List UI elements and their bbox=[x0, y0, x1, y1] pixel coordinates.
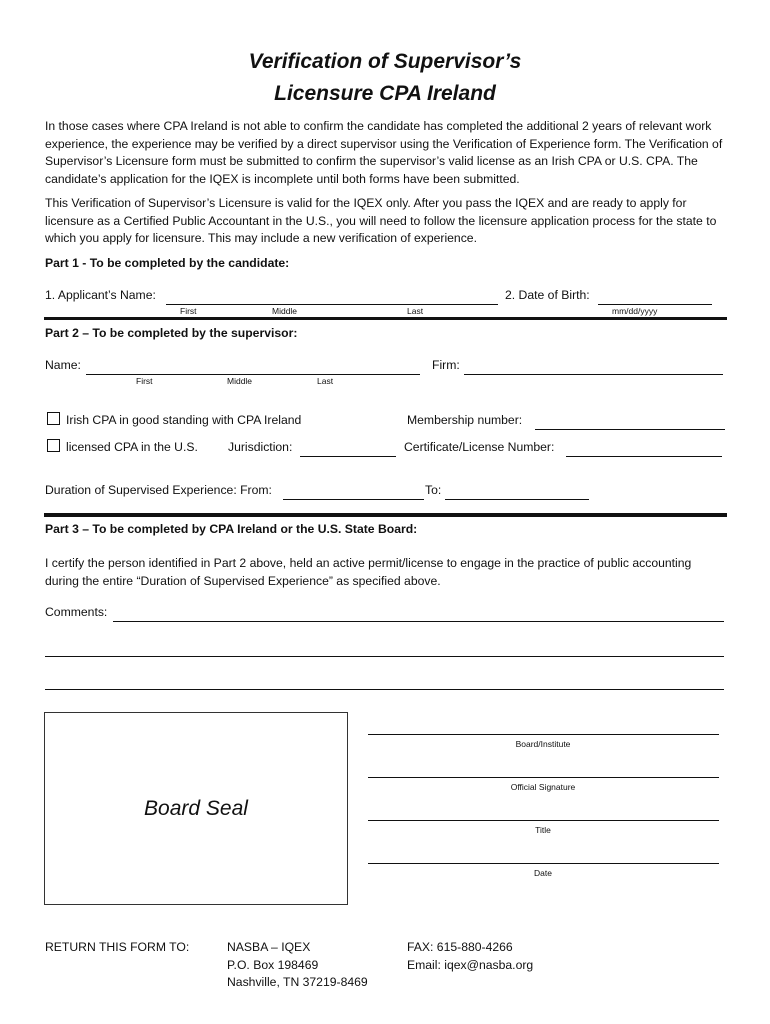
dob-input[interactable] bbox=[598, 288, 712, 305]
certificate-number-input[interactable] bbox=[566, 440, 722, 457]
supervisor-last-hint: Last bbox=[317, 376, 334, 386]
duration-from-input[interactable] bbox=[283, 483, 424, 500]
official-signature-line[interactable] bbox=[368, 777, 719, 778]
comments-input-line-3[interactable] bbox=[45, 673, 724, 690]
certificate-label: Certificate/License Number: bbox=[404, 440, 555, 454]
intro-paragraph-1: In those cases where CPA Ireland is not able to confirm the candidate has completed the additional 2 years of relevant work experience, the experience may be verified by a direct supervisor using the Verification of Experience form. The Verification of Supervisor’s Licensure form must be submitted to confirm the supervisor’s valid license as an Irish CPA or U.S. CPA. The candidate’s application for the IQEX is incomplete until both forms have been submitted. bbox=[45, 119, 723, 186]
supervisor-name-input[interactable] bbox=[86, 358, 420, 375]
board-seal-box bbox=[44, 712, 348, 905]
supervisor-middle-hint: Middle bbox=[227, 376, 253, 386]
membership-label: Membership number: bbox=[407, 413, 523, 427]
applicant-middle-hint: Middle bbox=[272, 306, 298, 316]
applicant-name-input[interactable] bbox=[166, 288, 498, 305]
intro-paragraph-2: This Verification of Supervisor’s Licensure is valid for the IQEX only. After you pass the IQEX and are ready to apply for licensure as a Certified Public Accountant in the U.S., you will need to follow the licensure application process for the state to which you apply for licensure. This may include a new verification of experience. bbox=[45, 196, 717, 246]
applicant-name-label: 1. Applicant’s Name: bbox=[45, 288, 156, 302]
official-signature-caption: Official Signature bbox=[510, 782, 576, 792]
form-title-line2: Licensure CPA Ireland bbox=[274, 82, 496, 105]
jurisdiction-label: Jurisdiction: bbox=[228, 440, 293, 454]
board-seal-label: Board Seal bbox=[144, 797, 248, 820]
certify-text: I certify the person identified in Part 2 above, held an active permit/license to engage in the practice of public accounting during the entire “Duration of Supervised Experience” as specified above. bbox=[45, 556, 692, 588]
date-caption: Date bbox=[534, 868, 552, 878]
jurisdiction-input[interactable] bbox=[300, 440, 396, 457]
comments-input-line-2[interactable] bbox=[45, 640, 724, 657]
duration-to-label: To: bbox=[425, 483, 442, 497]
applicant-last-hint: Last bbox=[407, 306, 424, 316]
firm-input[interactable] bbox=[464, 358, 723, 375]
duration-from-label: Duration of Supervised Experience: From: bbox=[45, 483, 272, 497]
irish-cpa-checkbox[interactable] bbox=[47, 412, 60, 425]
nasba-email[interactable]: Email: iqex@nasba.org bbox=[407, 958, 534, 972]
supervisor-first-hint: First bbox=[136, 376, 153, 386]
nasba-po-box: P.O. Box 198469 bbox=[227, 958, 319, 972]
section-divider-2 bbox=[44, 513, 727, 517]
comments-input-line-1[interactable] bbox=[113, 605, 724, 622]
title-caption: Title bbox=[535, 825, 551, 835]
membership-number-input[interactable] bbox=[535, 413, 725, 430]
us-cpa-label: licensed CPA in the U.S. bbox=[66, 440, 198, 454]
part3-heading: Part 3 – To be completed by CPA Ireland or the U.S. State Board: bbox=[45, 522, 418, 536]
return-label: RETURN THIS FORM TO: bbox=[45, 940, 190, 954]
supervisor-name-label: Name: bbox=[45, 358, 81, 372]
part2-heading: Part 2 – To be completed by the supervisor: bbox=[45, 326, 298, 340]
dob-hint: mm/dd/yyyy bbox=[612, 306, 658, 316]
nasba-city: Nashville, TN 37219-8469 bbox=[227, 975, 368, 989]
form-title-line1: Verification of Supervisor’s bbox=[248, 50, 522, 73]
firm-label: Firm: bbox=[432, 358, 460, 372]
board-institute-caption: Board/Institute bbox=[515, 739, 571, 749]
date-line[interactable] bbox=[368, 863, 719, 864]
part1-heading: Part 1 - To be completed by the candidate: bbox=[45, 256, 290, 270]
duration-to-input[interactable] bbox=[445, 483, 589, 500]
nasba-org: NASBA – IQEX bbox=[227, 940, 311, 954]
us-cpa-checkbox[interactable] bbox=[47, 439, 60, 452]
irish-cpa-label: Irish CPA in good standing with CPA Ireland bbox=[66, 413, 302, 427]
title-line[interactable] bbox=[368, 820, 719, 821]
board-institute-line[interactable] bbox=[368, 734, 719, 735]
dob-label: 2. Date of Birth: bbox=[505, 288, 590, 302]
section-divider-1 bbox=[44, 317, 727, 320]
nasba-fax: FAX: 615-880-4266 bbox=[407, 940, 513, 954]
applicant-first-hint: First bbox=[180, 306, 197, 316]
comments-label: Comments: bbox=[45, 605, 108, 619]
